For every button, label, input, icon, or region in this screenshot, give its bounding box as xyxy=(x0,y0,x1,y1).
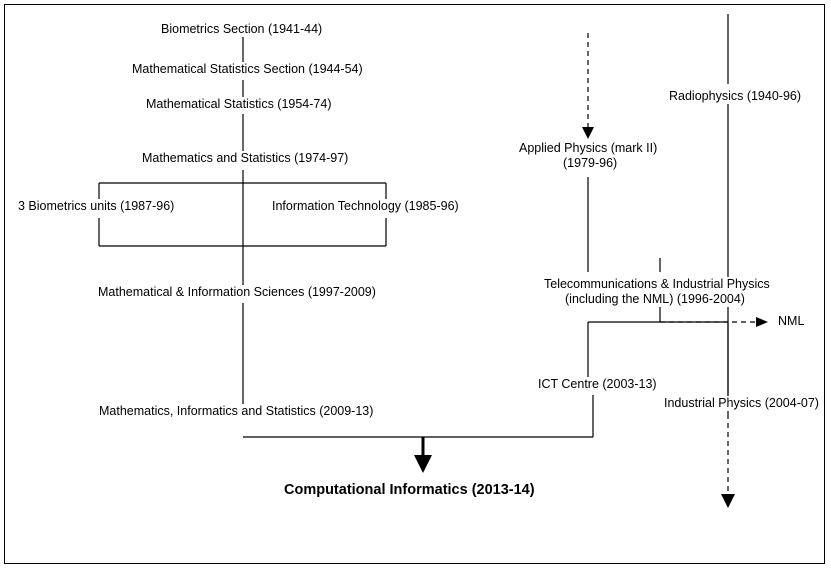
arrowhead-nml xyxy=(756,317,768,327)
arrowhead-computational-informatics xyxy=(414,455,432,473)
node-mathematical-information-sciences: Mathematical & Information Sciences (1997-2009) xyxy=(95,285,379,300)
node-nml: NML xyxy=(775,314,807,329)
node-industrial-physics: Industrial Physics (2004-07) xyxy=(661,396,822,411)
node-telecommunications-line2: (including the NML) (1996-2004) xyxy=(562,292,748,307)
arrowhead-industrial-physics xyxy=(721,494,735,508)
node-applied-physics-line2: (1979-96) xyxy=(560,156,620,171)
node-telecommunications-line1: Telecommunications & Industrial Physics xyxy=(541,277,773,292)
arrowhead-applied-physics xyxy=(582,127,594,139)
node-biometrics-section: Biometrics Section (1941-44) xyxy=(158,22,325,37)
node-ict-centre: ICT Centre (2003-13) xyxy=(535,377,660,392)
connector-arrowheads xyxy=(414,127,768,508)
node-radiophysics: Radiophysics (1940-96) xyxy=(666,89,804,104)
node-mathematics-informatics-statistics: Mathematics, Informatics and Statistics (2009-13) xyxy=(96,404,376,419)
node-mathematics-and-statistics: Mathematics and Statistics (1974-97) xyxy=(139,151,351,166)
node-applied-physics-line1: Applied Physics (mark II) xyxy=(516,141,660,156)
node-computational-informatics: Computational Informatics (2013-14) xyxy=(281,483,538,498)
node-mathematical-statistics: Mathematical Statistics (1954-74) xyxy=(143,97,335,112)
node-mathematical-statistics-section: Mathematical Statistics Section (1944-54) xyxy=(129,62,366,77)
node-information-technology: Information Technology (1985-96) xyxy=(269,199,462,214)
node-biometrics-units: 3 Biometrics units (1987-96) xyxy=(15,199,177,214)
